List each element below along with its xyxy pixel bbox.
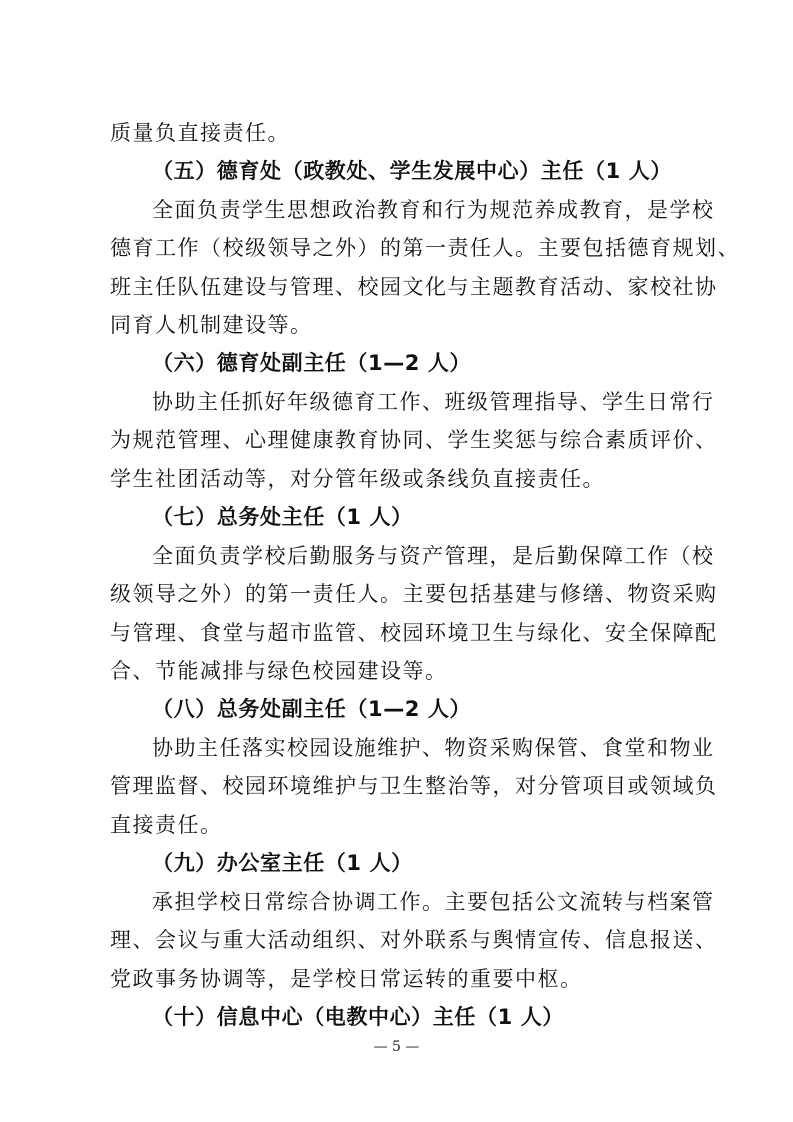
body-text-line: 管理监督、校园环境维护与卫生整治等，对分管项目或领域负 — [110, 774, 718, 798]
body-text-line: 理、会议与重大活动组织、对外联系与舆情宣传、信息报送、 — [110, 928, 718, 952]
page-number: — 5 — — [373, 1039, 420, 1055]
body-text-line: 承担学校日常综合协调工作。主要包括公文流转与档案管 — [152, 890, 715, 914]
body-text-line: 全面负责学生思想政治教育和行为规范养成教育，是学校 — [152, 198, 715, 222]
body-text-line: 与管理、食堂与超市监管、校园环境卫生与绿化、安全保障配 — [110, 621, 718, 645]
body-text-line: 德育工作（校级领导之外）的第一责任人。主要包括德育规划、 — [110, 236, 740, 260]
section-heading-8: （八）总务处副主任（1—2 人） — [152, 697, 472, 721]
body-text-line: 学生社团活动等，对分管年级或条线负直接责任。 — [110, 467, 605, 491]
body-text-line: 协助主任抓好年级德育工作、班级管理指导、学生日常行 — [152, 390, 715, 414]
body-text-line: 级领导之外）的第一责任人。主要包括基建与修缮、物资采购 — [110, 582, 718, 606]
section-heading-9: （九）办公室主任（1 人） — [152, 851, 413, 875]
section-heading-6: （六）德育处副主任（1—2 人） — [152, 351, 472, 375]
body-text-line: 协助主任落实校园设施维护、物资采购保管、食堂和物业 — [152, 736, 715, 760]
body-text-line: 党政事务协调等，是学校日常运转的重要中枢。 — [110, 967, 583, 991]
section-heading-7: （七）总务处主任（1 人） — [152, 505, 413, 529]
body-text-line: 班主任队伍建设与管理、校园文化与主题教育活动、家校社协 — [110, 275, 718, 299]
body-text-line: 为规范管理、心理健康教育协同、学生奖惩与综合素质评价、 — [110, 428, 718, 452]
body-text-line: 直接责任。 — [110, 813, 223, 837]
body-text-line: 同育人机制建设等。 — [110, 313, 313, 337]
body-text-line: 合、节能减排与绿色校园建设等。 — [110, 659, 448, 683]
section-heading-10: （十）信息中心（电教中心）主任（1 人） — [152, 1005, 564, 1029]
body-text-line: 质量负直接责任。 — [110, 121, 290, 145]
body-text-line: 全面负责学校后勤服务与资产管理，是后勤保障工作（校 — [152, 544, 715, 568]
section-heading-5: （五）德育处（政教处、学生发展中心）主任（1 人） — [152, 159, 672, 183]
